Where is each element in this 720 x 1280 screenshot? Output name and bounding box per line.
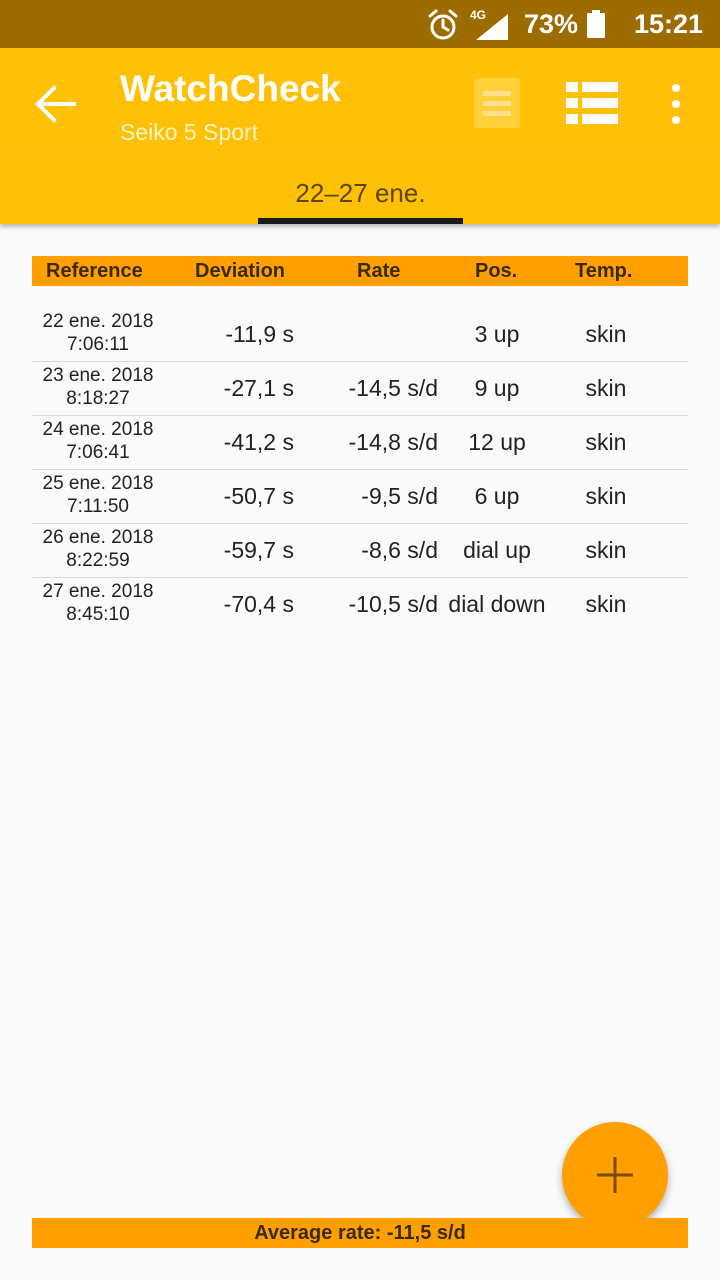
cell-temperature: skin xyxy=(585,321,627,347)
average-rate-bar: Average rate: -11,5 s/d xyxy=(32,1218,688,1248)
reference-date: 22 ene. 2018 xyxy=(42,311,154,332)
clock: 15:21 xyxy=(634,9,704,39)
header-temperature: Temp. xyxy=(575,260,633,282)
status-bar xyxy=(0,0,720,48)
tab-week[interactable] xyxy=(258,160,463,224)
cell-position: 9 up xyxy=(474,375,520,401)
cell-deviation: -41,2 s xyxy=(223,429,294,455)
battery-icon xyxy=(587,10,605,38)
table-header xyxy=(32,256,688,286)
reference-time: 8:22:59 xyxy=(66,550,130,571)
table-row[interactable] xyxy=(32,308,688,362)
cell-rate: -9,5 s/d xyxy=(361,483,438,509)
cell-rate: -14,5 s/d xyxy=(348,375,438,401)
more-vert-icon[interactable] xyxy=(664,82,688,126)
cell-position: 12 up xyxy=(468,429,526,455)
tab-strip xyxy=(0,160,720,224)
header-rate: Rate xyxy=(357,260,401,282)
cell-position: 6 up xyxy=(474,483,520,509)
measurements-table xyxy=(32,256,688,631)
signal-icon xyxy=(470,10,510,40)
reference-date: 23 ene. 2018 xyxy=(42,365,154,386)
cell-deviation: -70,4 s xyxy=(223,591,294,617)
reference-time: 7:06:41 xyxy=(66,442,130,463)
cell-position: dial up xyxy=(463,537,531,563)
reference-time: 7:06:11 xyxy=(67,334,129,355)
cell-reference xyxy=(32,364,164,410)
header-deviation: Deviation xyxy=(195,260,286,282)
cell-reference xyxy=(32,526,164,572)
reference-date: 26 ene. 2018 xyxy=(42,527,154,548)
battery-percentage: 73% xyxy=(524,9,579,39)
header-position: Pos. xyxy=(475,260,518,282)
reference-date: 25 ene. 2018 xyxy=(42,473,154,494)
network-type: 4G xyxy=(470,8,487,22)
table-row[interactable] xyxy=(32,416,688,470)
cell-deviation: -27,1 s xyxy=(223,375,294,401)
cell-temperature: skin xyxy=(585,375,627,401)
cell-position: dial down xyxy=(448,591,546,617)
arrow-back-icon[interactable] xyxy=(34,84,78,124)
cell-rate: -10,5 s/d xyxy=(348,591,438,617)
cell-reference xyxy=(32,418,164,464)
tab-indicator xyxy=(258,218,463,224)
add-measurement-button[interactable] xyxy=(562,1122,668,1228)
cell-rate: -8,6 s/d xyxy=(361,537,438,563)
reference-time: 7:11:50 xyxy=(67,496,129,517)
reference-date: 24 ene. 2018 xyxy=(42,419,154,440)
cell-reference xyxy=(32,472,164,518)
alarm-icon xyxy=(426,8,460,42)
cell-temperature: skin xyxy=(585,591,627,617)
cell-deviation: -11,9 s xyxy=(225,321,294,347)
add-icon xyxy=(595,1155,635,1195)
cell-reference xyxy=(32,580,164,626)
app-subtitle: Seiko 5 Sport xyxy=(120,119,259,145)
cell-deviation: -59,7 s xyxy=(223,537,294,563)
header-reference: Reference xyxy=(46,260,143,282)
list-view-icon[interactable] xyxy=(566,82,618,124)
reference-time: 8:45:10 xyxy=(66,604,130,625)
table-row[interactable] xyxy=(32,578,688,631)
tab-label: 22–27 ene. xyxy=(295,178,426,208)
table-row[interactable] xyxy=(32,470,688,524)
cell-temperature: skin xyxy=(585,483,627,509)
app-bar xyxy=(0,48,720,160)
cell-temperature: skin xyxy=(585,537,627,563)
cell-reference xyxy=(32,310,164,356)
app-title: WatchCheck xyxy=(120,68,341,109)
cell-position: 3 up xyxy=(474,321,520,347)
table-row[interactable] xyxy=(32,524,688,578)
document-icon[interactable] xyxy=(472,76,522,130)
cell-rate: -14,8 s/d xyxy=(348,429,438,455)
cell-deviation: -50,7 s xyxy=(223,483,294,509)
table-body xyxy=(32,308,688,631)
reference-date: 27 ene. 2018 xyxy=(42,581,154,602)
cell-temperature: skin xyxy=(585,429,627,455)
table-row[interactable] xyxy=(32,362,688,416)
reference-time: 8:18:27 xyxy=(66,388,130,409)
